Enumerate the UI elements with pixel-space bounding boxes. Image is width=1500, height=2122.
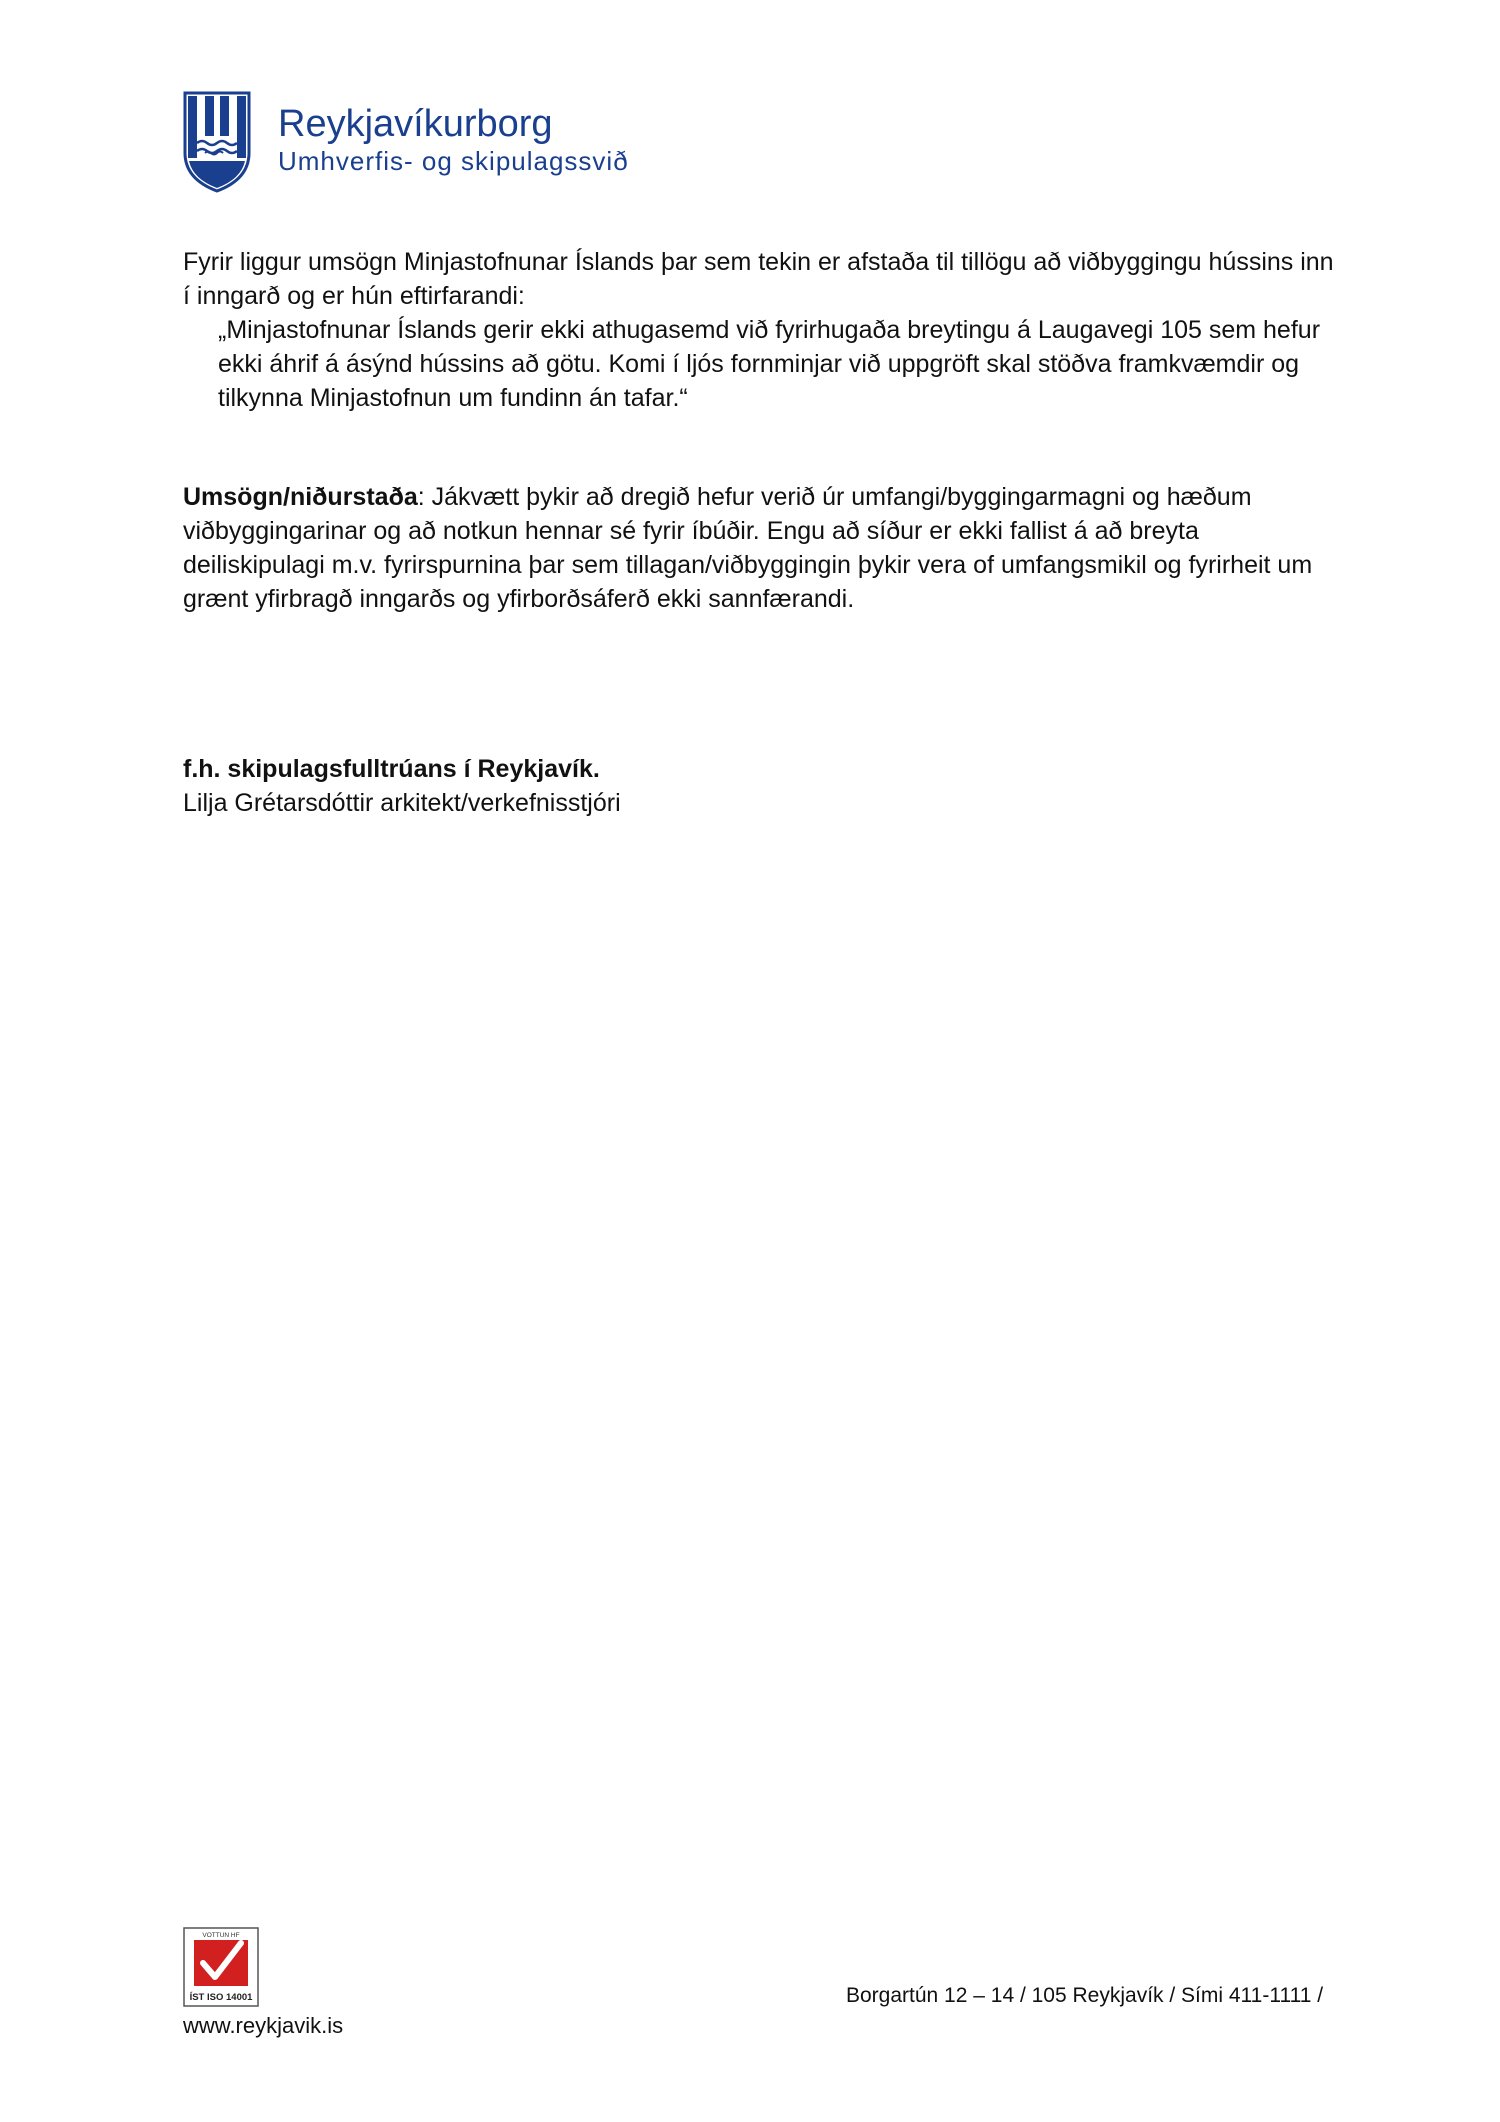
cert-bottom-text: ÍST ISO 14001 bbox=[189, 1992, 253, 2003]
org-name: Reykjavíkurborg bbox=[278, 103, 553, 145]
conclusion-text: : Jákvætt þykir að dregið hefur verið úr umfangi/byggingarmagni og hæðum viðbyggingarinar og að notkun hennar sé fyrir íbúðir. Engu að síður er ekki fallist á að breyta deiliskipulagi m.v. fyrirspurnina þar sem tillagan/viðbyggingin þykir vera of umfangsmikil og fyrirheit um grænt yfirbragð inngarðs og yfirborðsáferð ekki sannfærandi. bbox=[183, 483, 1313, 613]
signature-block bbox=[183, 752, 1343, 820]
header-logo bbox=[183, 91, 629, 193]
cert-top-text: VOTTUN HF bbox=[202, 1932, 240, 1939]
department-name: Umhverfis- og skipulagssvið bbox=[278, 146, 629, 176]
reykjavik-crest-icon bbox=[183, 91, 251, 193]
conclusion-label: Umsögn/niðurstaða bbox=[183, 483, 418, 511]
signature-title: f.h. skipulagsfulltrúans í Reykjavík. bbox=[183, 755, 600, 783]
intro-text: Fyrir liggur umsögn Minjastofnunar Íslands þar sem tekin er afstaða til tillögu að viðbyggingu hússins inn í inngarð og er hún eftirfarandi: bbox=[183, 248, 1334, 310]
quoted-statement: „Minjastofnunar Íslands gerir ekki athugasemd við fyrirhugaða breytingu á Laugavegi 105 sem hefur ekki áhrif á ásýnd hússins að götu. Komi í ljós fornminjar við uppgröft skal stöðva framkvæmdir og tilkynna Minjastofnun um fundinn án tafar.“ bbox=[218, 316, 1321, 412]
intro-paragraph bbox=[183, 245, 1343, 415]
footer-address: Borgartún 12 – 14 / 105 Reykjavík / Sími 411-1111 / bbox=[846, 1984, 1324, 2007]
iso-14001-certification-icon bbox=[183, 1927, 259, 2007]
website-link[interactable]: www.reykjavik.is bbox=[183, 2013, 344, 2038]
signature-name: Lilja Grétarsdóttir arkitekt/verkefnisstjóri bbox=[183, 789, 621, 817]
conclusion-paragraph bbox=[183, 480, 1343, 616]
